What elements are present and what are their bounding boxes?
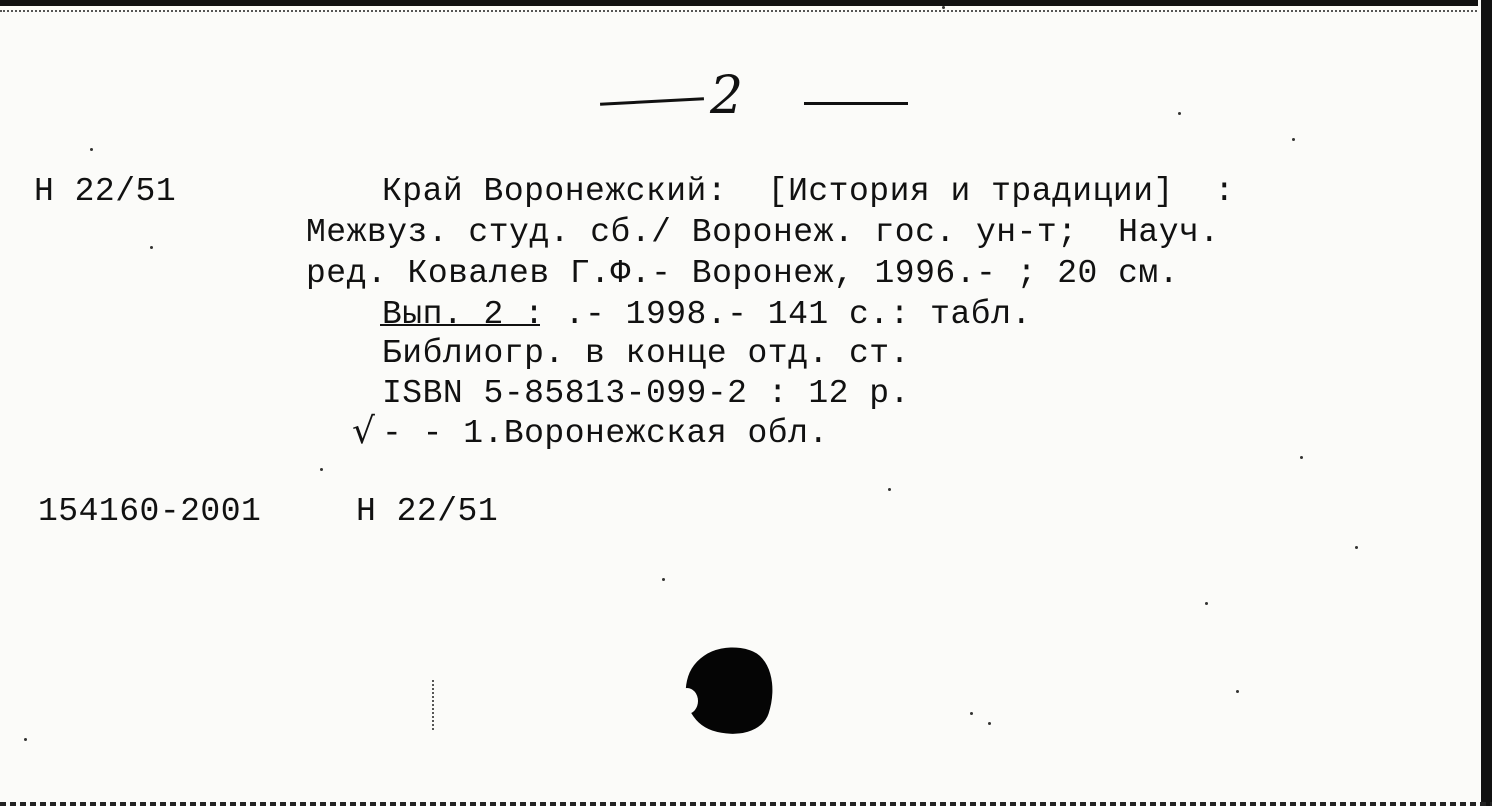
page-number: 2 [710,66,744,126]
entry-line-volume: Вып. 2 : .- 1998.- 141 с.: табл. [382,296,1032,333]
entry-line-subject: - - 1.Воронежская обл. [382,415,829,452]
scan-speck [662,578,665,581]
entry-line-title: Край Воронежский: [История и традиции] : [382,173,1235,210]
scan-speck [24,738,27,741]
scan-dot-trail [432,680,434,730]
entry-line-responsibility: Межвуз. студ. сб./ Воронеж. гос. ун-т; Науч. [306,214,1220,251]
scan-speck [970,712,973,715]
scan-speck [1355,546,1358,549]
scan-speck [1236,690,1239,693]
scan-speck [888,488,891,491]
scan-speck [320,468,323,471]
page-number-dash-right [804,102,908,105]
scan-edge-top [0,0,1492,6]
scan-edge-top-line [0,10,1492,12]
entry-line-bibliography-note: Библиогр. в конце отд. ст. [382,335,910,372]
entry-line-publication: ред. Ковалев Г.Ф.- Воронеж, 1996.- ; 20 см. [306,255,1180,292]
page-number-dash-left [600,97,704,105]
scan-speck [1178,112,1181,115]
scan-speck [1300,456,1303,459]
shelfmark-bottom: H 22/51 [356,493,499,530]
scan-speck [90,148,93,151]
volume-underline [380,324,540,326]
check-mark: √ [352,411,375,452]
scan-edge-bottom [0,802,1492,806]
scan-speck [1292,138,1295,141]
entry-line-isbn: ISBN 5-85813-099-2 : 12 р. [382,375,910,412]
ink-blot-notch [676,688,698,714]
shelfmark-top: H 22/51 [34,173,177,210]
scan-speck [1205,602,1208,605]
scan-edge-right [1478,0,1492,806]
inventory-number: 154160-2001 [38,493,262,530]
scan-speck [150,246,153,249]
scan-speck [942,6,945,9]
scan-speck [988,722,991,725]
